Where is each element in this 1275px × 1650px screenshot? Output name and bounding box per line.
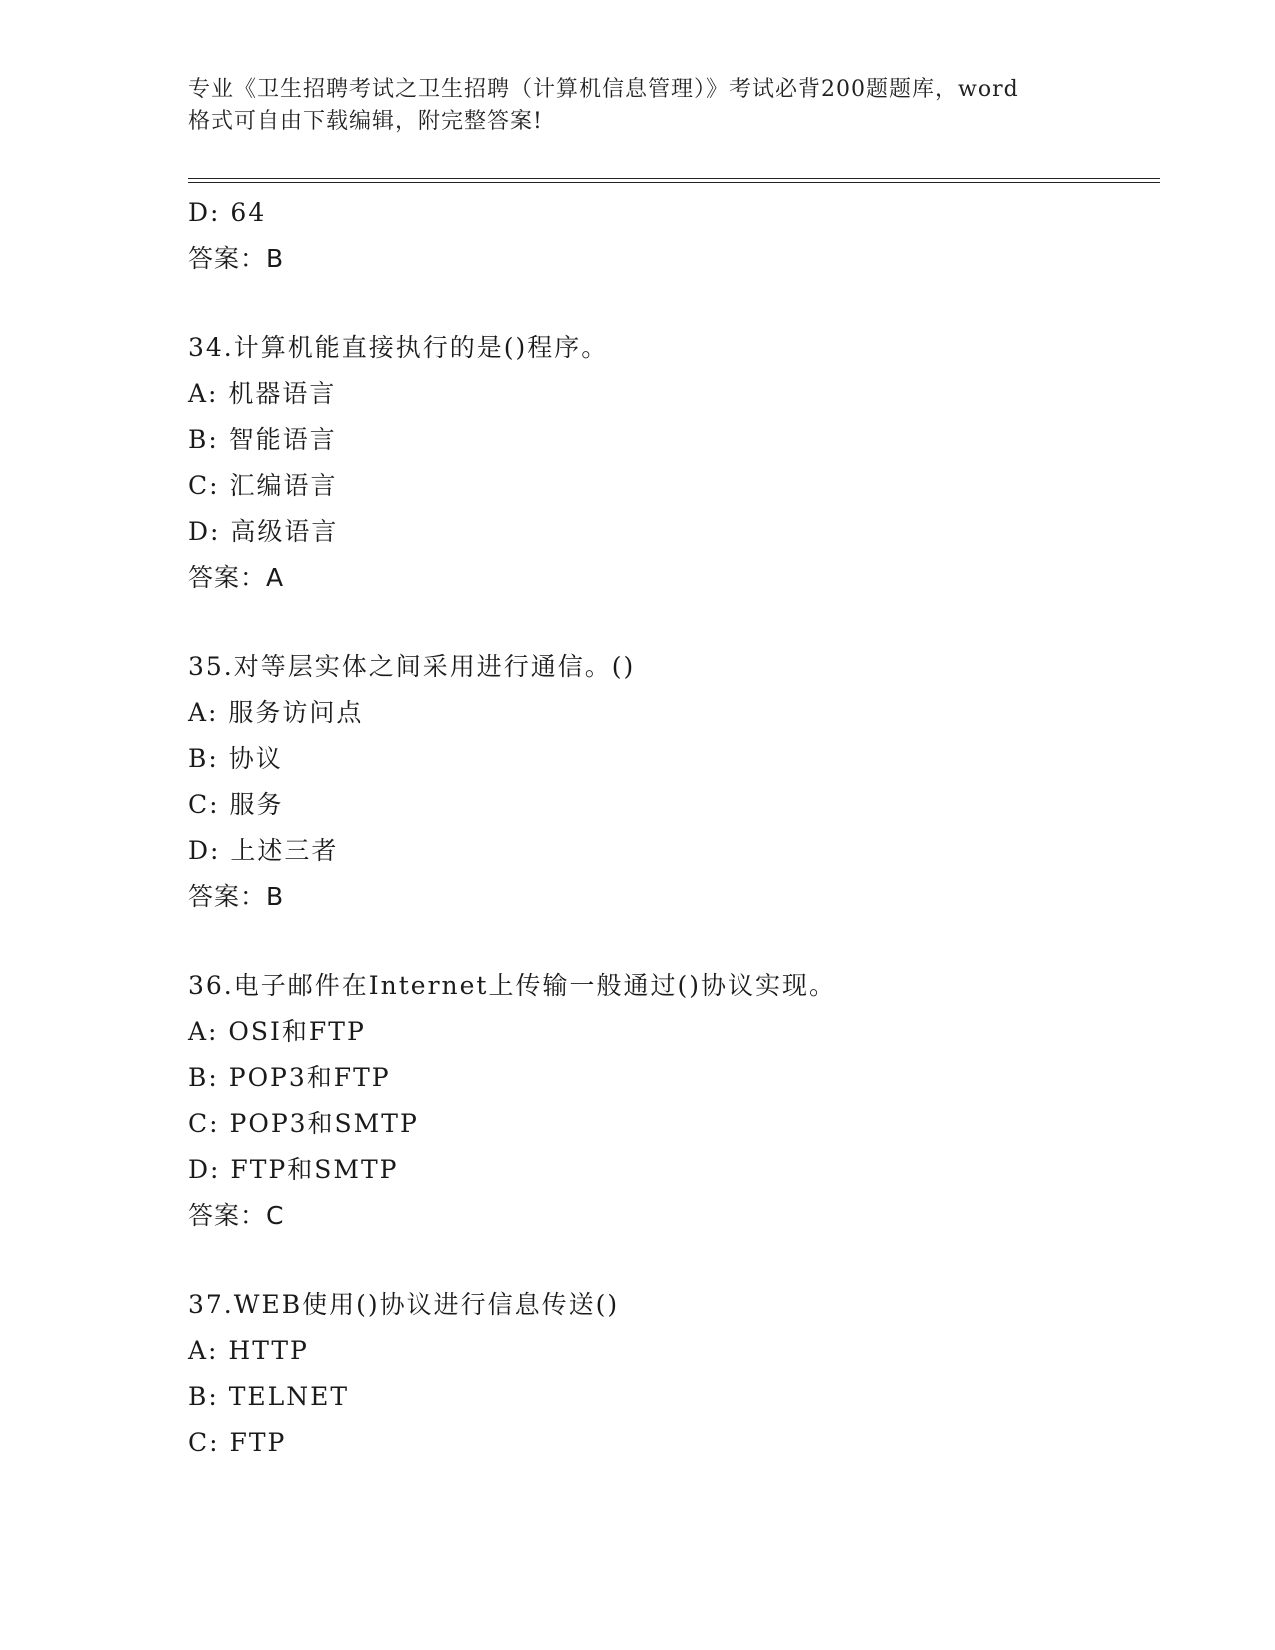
- option-c: C: 服务: [188, 790, 284, 819]
- option-a: A: 机器语言: [188, 379, 337, 408]
- option-a: A: 服务访问点: [188, 698, 364, 727]
- answer-line: 答案：B: [188, 882, 285, 911]
- option-b: B: 协议: [188, 744, 283, 773]
- option-d: D: FTP和SMTP: [188, 1155, 399, 1184]
- question-37: [188, 1282, 1148, 1466]
- question-36: [188, 963, 1148, 1239]
- option-c: C: 汇编语言: [188, 471, 338, 500]
- option-d: D: 上述三者: [188, 836, 339, 865]
- header-divider-top: [188, 178, 1160, 179]
- question-34: [188, 325, 1148, 601]
- header-line-1: 专业《卫生招聘考试之卫生招聘（计算机信息管理）》考试必背200题题库，word: [188, 77, 1019, 102]
- question-stem: 36.电子邮件在Internet上传输一般通过()协议实现。: [188, 971, 836, 1000]
- option-d: D: 64: [188, 198, 267, 227]
- option-a: A: OSI和FTP: [188, 1017, 366, 1046]
- question-list: [188, 190, 1148, 1466]
- previous-question-tail: [188, 190, 1148, 282]
- option-b: B: TELNET: [188, 1382, 350, 1411]
- header-divider-bottom: [188, 182, 1160, 183]
- question-stem: 37.WEB使用()协议进行信息传送(): [188, 1290, 620, 1319]
- option-d: D: 高级语言: [188, 517, 339, 546]
- answer-line: 答案：B: [188, 244, 285, 273]
- option-c: C: FTP: [188, 1428, 287, 1457]
- question-35: [188, 644, 1148, 920]
- header-line-2: 格式可自由下载编辑，附完整答案!: [188, 109, 543, 134]
- option-b: B: POP3和FTP: [188, 1063, 391, 1092]
- option-c: C: POP3和SMTP: [188, 1109, 419, 1138]
- document-header: [188, 74, 1088, 138]
- question-stem: 34.计算机能直接执行的是()程序。: [188, 333, 609, 362]
- answer-line: 答案：C: [188, 1201, 285, 1230]
- option-a: A: HTTP: [188, 1336, 309, 1365]
- option-b: B: 智能语言: [188, 425, 337, 454]
- question-stem: 35.对等层实体之间采用进行通信。(): [188, 652, 636, 681]
- answer-line: 答案：A: [188, 563, 285, 592]
